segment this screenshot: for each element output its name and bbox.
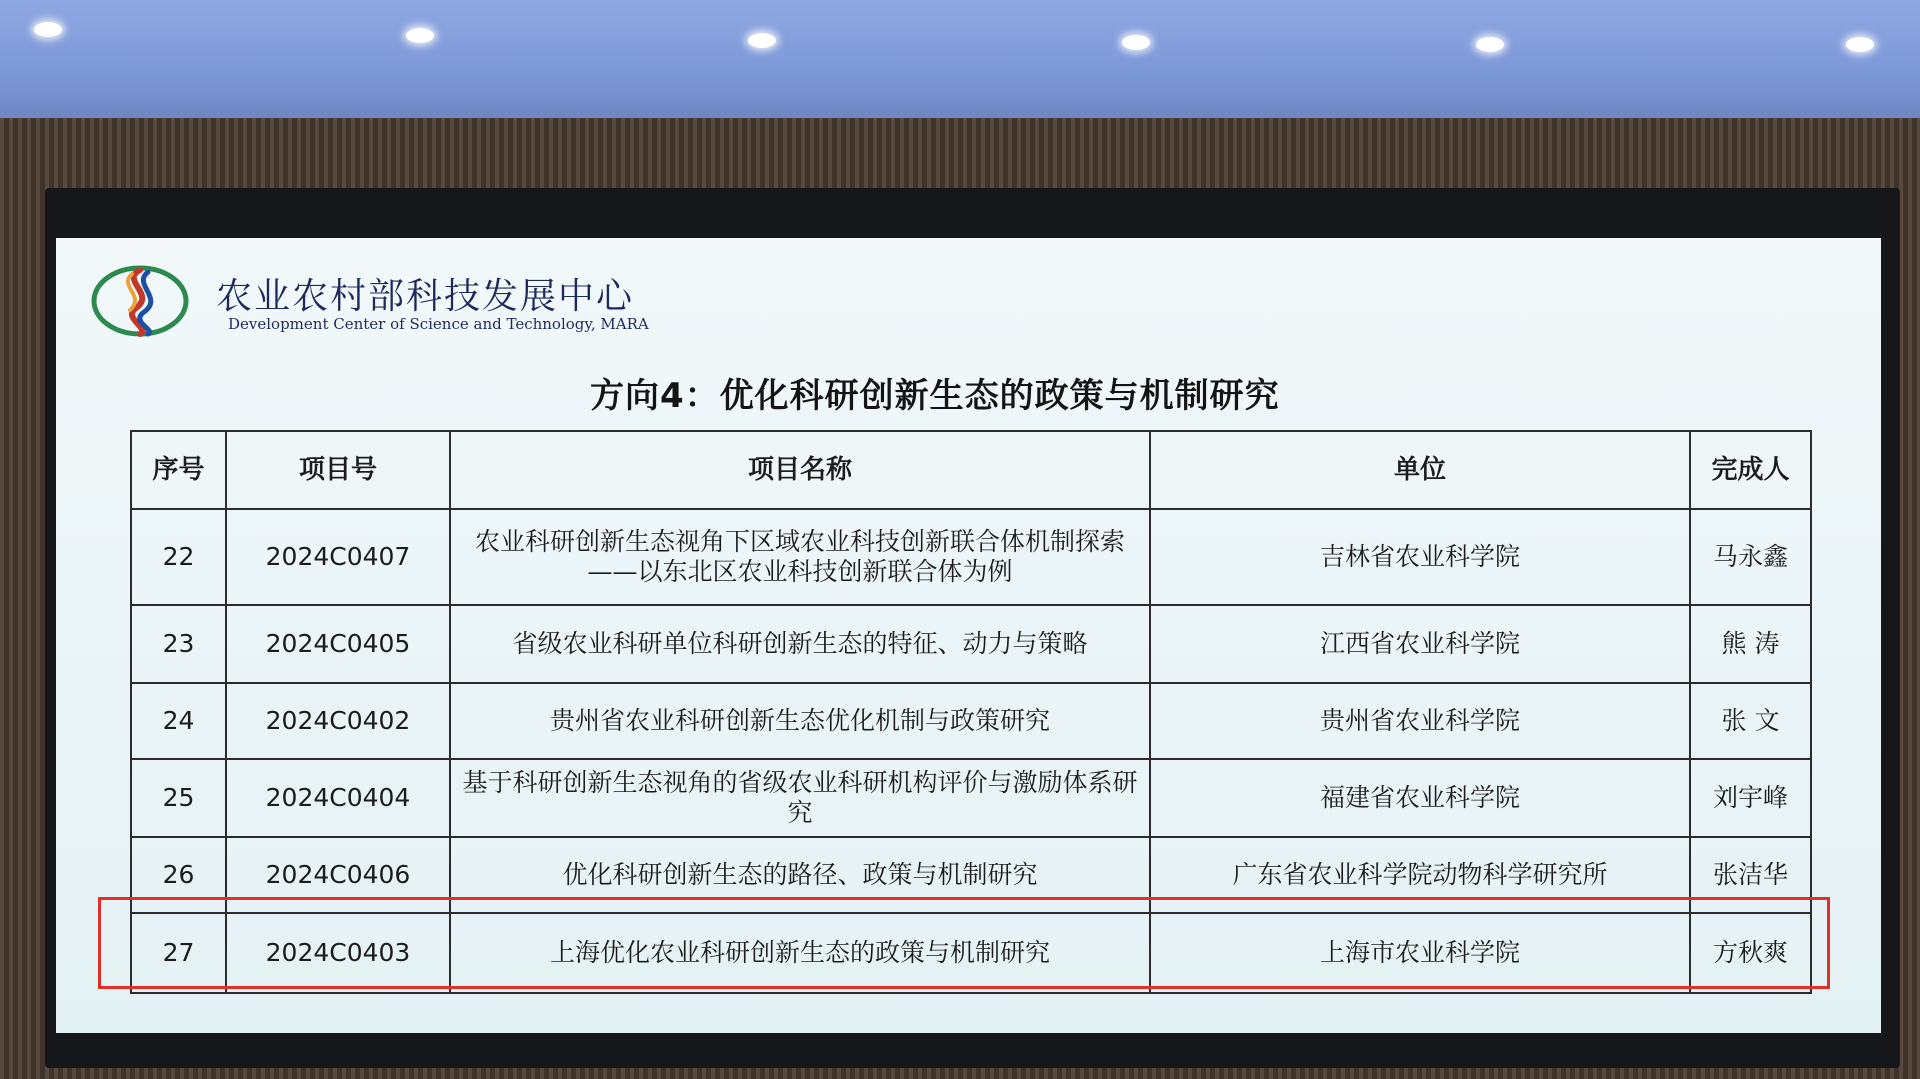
cell-project-no: 2024C0404 — [226, 759, 450, 837]
header-project-no: 项目号 — [226, 431, 450, 509]
organization-name-en: Development Center of Science and Technology, MARA — [228, 315, 649, 333]
cell-completed-by: 方秋爽 — [1690, 913, 1811, 993]
header-completed-by: 完成人 — [1690, 431, 1811, 509]
cell-seq: 22 — [131, 509, 226, 605]
project-table — [130, 430, 1812, 994]
ceiling — [0, 0, 1920, 118]
cell-project-name: 基于科研创新生态视角的省级农业科研机构评价与激励体系研究 — [450, 759, 1150, 837]
cell-seq: 23 — [131, 605, 226, 683]
cell-seq: 25 — [131, 759, 226, 837]
cell-completed-by: 刘宇峰 — [1690, 759, 1811, 837]
table-header-row — [131, 431, 1811, 509]
cell-completed-by: 张洁华 — [1690, 837, 1811, 913]
header-unit: 单位 — [1150, 431, 1690, 509]
cell-unit: 福建省农业科学院 — [1150, 759, 1690, 837]
header-seq: 序号 — [131, 431, 226, 509]
slide-title: 方向4：优化科研创新生态的政策与机制研究 — [590, 376, 1280, 416]
cell-project-no: 2024C0403 — [226, 913, 450, 993]
cell-completed-by: 马永鑫 — [1690, 509, 1811, 605]
cell-seq: 27 — [131, 913, 226, 993]
cell-project-name: 贵州省农业科研创新生态优化机制与政策研究 — [450, 683, 1150, 759]
table-row — [131, 837, 1811, 913]
organization-logo — [90, 262, 190, 340]
organization-name-cn: 农业农村部科技发展中心 — [216, 276, 635, 317]
cell-unit: 吉林省农业科学院 — [1150, 509, 1690, 605]
cell-project-name: 农业科研创新生态视角下区域农业科技创新联合体机制探索——以东北区农业科技创新联合体为例 — [450, 509, 1150, 605]
cell-project-no: 2024C0402 — [226, 683, 450, 759]
table-row — [131, 683, 1811, 759]
cell-project-no: 2024C0405 — [226, 605, 450, 683]
cell-unit: 广东省农业科学院动物科学研究所 — [1150, 837, 1690, 913]
table-row-highlighted — [131, 913, 1811, 993]
ceiling-light — [1846, 37, 1874, 52]
ceiling-light — [406, 28, 434, 43]
cell-project-name: 上海优化农业科研创新生态的政策与机制研究 — [450, 913, 1150, 993]
cell-seq: 24 — [131, 683, 226, 759]
cell-project-name: 省级农业科研单位科研创新生态的特征、动力与策略 — [450, 605, 1150, 683]
table-row — [131, 759, 1811, 837]
cell-project-no: 2024C0406 — [226, 837, 450, 913]
cell-unit: 贵州省农业科学院 — [1150, 683, 1690, 759]
header-project-name: 项目名称 — [450, 431, 1150, 509]
cell-seq: 26 — [131, 837, 226, 913]
cell-project-no: 2024C0407 — [226, 509, 450, 605]
cell-unit: 江西省农业科学院 — [1150, 605, 1690, 683]
ceiling-light — [34, 22, 62, 37]
cell-unit: 上海市农业科学院 — [1150, 913, 1690, 993]
cell-completed-by: 熊 涛 — [1690, 605, 1811, 683]
table-row — [131, 509, 1811, 605]
ceiling-light — [748, 33, 776, 48]
table-row — [131, 605, 1811, 683]
swirl-logo-icon — [90, 262, 190, 340]
cell-project-name: 优化科研创新生态的路径、政策与机制研究 — [450, 837, 1150, 913]
cell-completed-by: 张 文 — [1690, 683, 1811, 759]
ceiling-light — [1122, 35, 1150, 50]
ceiling-light — [1476, 37, 1504, 52]
